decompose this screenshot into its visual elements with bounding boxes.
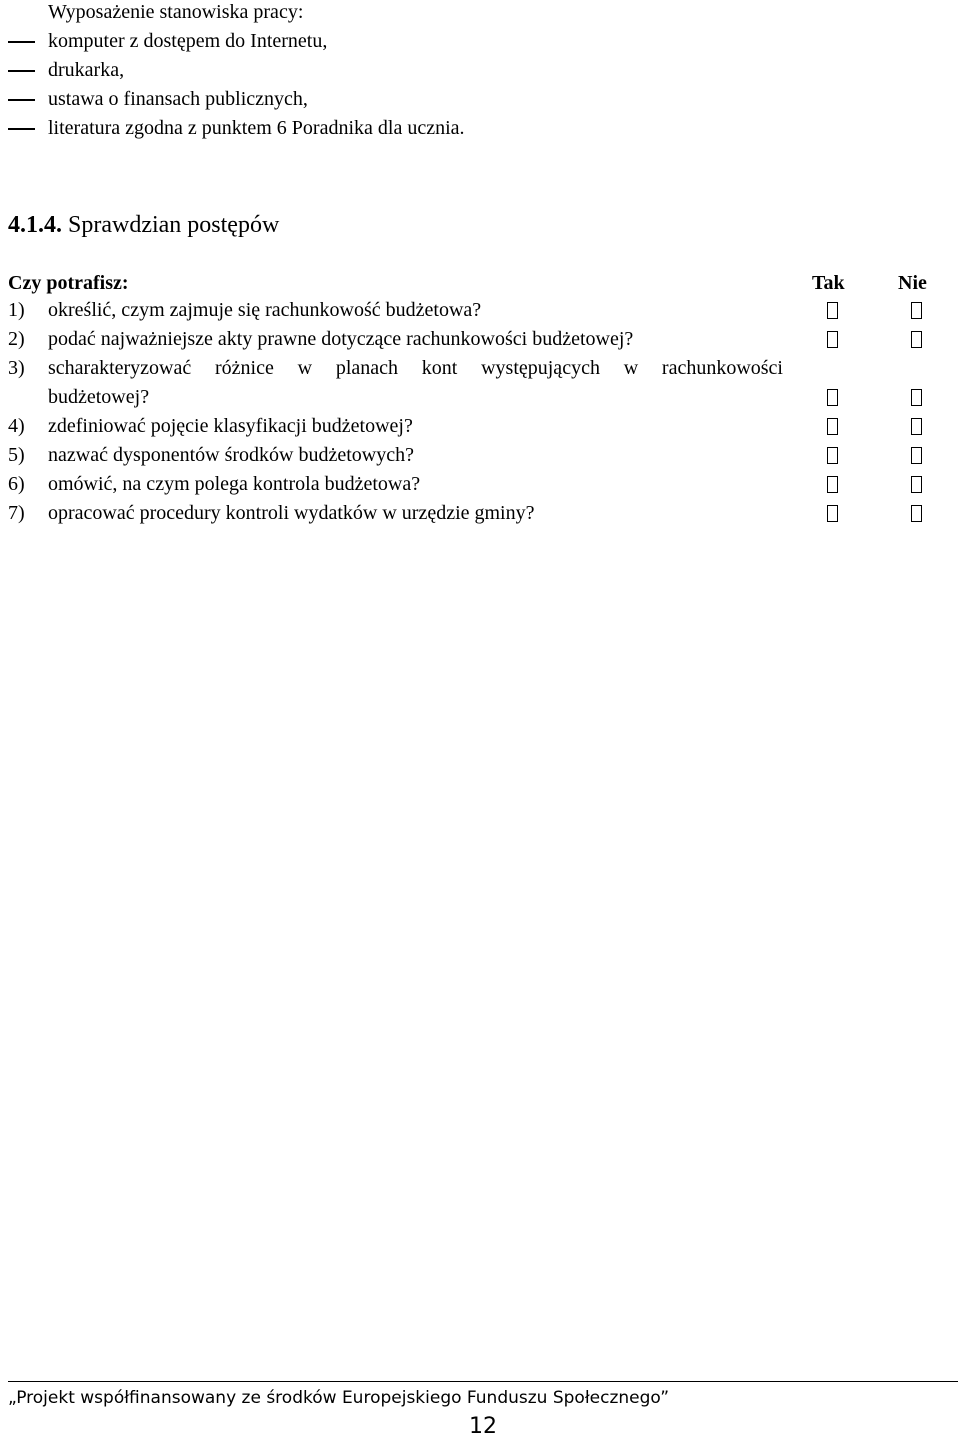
equipment-item-label: komputer z dostępem do Internetu, <box>48 30 328 52</box>
checkbox-no[interactable] <box>911 418 922 435</box>
section-title: Sprawdzian postępów <box>68 212 280 238</box>
equipment-item-label: drukarka, <box>48 59 125 81</box>
question-number: 5) <box>8 444 25 466</box>
question-row <box>0 441 960 470</box>
question-number: 1) <box>8 299 25 321</box>
question-number: 2) <box>8 328 25 350</box>
equipment-item <box>0 56 700 85</box>
section-heading <box>8 209 279 241</box>
equipment-title: Wyposażenie stanowiska pracy: <box>48 1 304 23</box>
checkbox-yes[interactable] <box>827 331 838 348</box>
equipment-item-label: literatura zgodna z punktem 6 Poradnika dla ucznia. <box>48 117 465 139</box>
question-text: zdefiniować pojęcie klasyfikacji budżetowej? <box>48 415 413 437</box>
question-row <box>0 470 960 499</box>
checkbox-no[interactable] <box>911 389 922 406</box>
section-number: 4.1.4. <box>8 212 62 238</box>
question-row <box>0 354 960 383</box>
checkbox-no[interactable] <box>911 505 922 522</box>
equipment-item <box>0 27 700 56</box>
question-number: 6) <box>8 473 25 495</box>
question-text: nazwać dysponentów środków budżetowych? <box>48 444 415 466</box>
question-number: 7) <box>8 502 25 524</box>
question-number: 4) <box>8 415 25 437</box>
question-row <box>0 325 960 354</box>
page-number: 12 <box>469 1414 497 1439</box>
checkbox-no[interactable] <box>911 331 922 348</box>
dash-bullet-icon <box>8 70 35 72</box>
checkbox-yes[interactable] <box>827 447 838 464</box>
footer-text: „Projekt współfinansowany ze środków Europejskiego Funduszu Społecznego” <box>8 1388 670 1408</box>
checkbox-no[interactable] <box>911 302 922 319</box>
question-row-continuation <box>0 383 960 412</box>
checkbox-yes[interactable] <box>827 389 838 406</box>
equipment-item <box>0 114 700 143</box>
question-row <box>0 412 960 441</box>
checkbox-yes[interactable] <box>827 302 838 319</box>
dash-bullet-icon <box>8 99 35 101</box>
equipment-item-label: ustawa o finansach publicznych, <box>48 88 308 110</box>
question-text: omówić, na czym polega kontrola budżetowa? <box>48 473 421 495</box>
dash-bullet-icon <box>8 128 35 130</box>
question-row <box>0 296 960 325</box>
quiz-heading: Czy potrafisz: <box>8 272 129 294</box>
dash-bullet-icon <box>8 41 35 43</box>
question-text: scharakteryzować różnice w planach kont występujących w rachunkowości <box>48 357 783 379</box>
checkbox-no[interactable] <box>911 447 922 464</box>
checkbox-yes[interactable] <box>827 418 838 435</box>
column-header-yes: Tak <box>812 272 845 294</box>
question-text-continuation: budżetowej? <box>48 386 150 408</box>
equipment-item <box>0 85 700 114</box>
question-number: 3) <box>8 357 25 379</box>
column-header-no: Nie <box>898 272 927 294</box>
checkbox-yes[interactable] <box>827 505 838 522</box>
question-row <box>0 499 960 528</box>
question-text: opracować procedury kontroli wydatków w urzędzie gminy? <box>48 502 535 524</box>
footer-divider <box>8 1381 958 1382</box>
question-text: określić, czym zajmuje się rachunkowość budżetowa? <box>48 299 482 321</box>
checkbox-yes[interactable] <box>827 476 838 493</box>
question-text: podać najważniejsze akty prawne dotyczące rachunkowości budżetowej? <box>48 328 634 350</box>
checkbox-no[interactable] <box>911 476 922 493</box>
